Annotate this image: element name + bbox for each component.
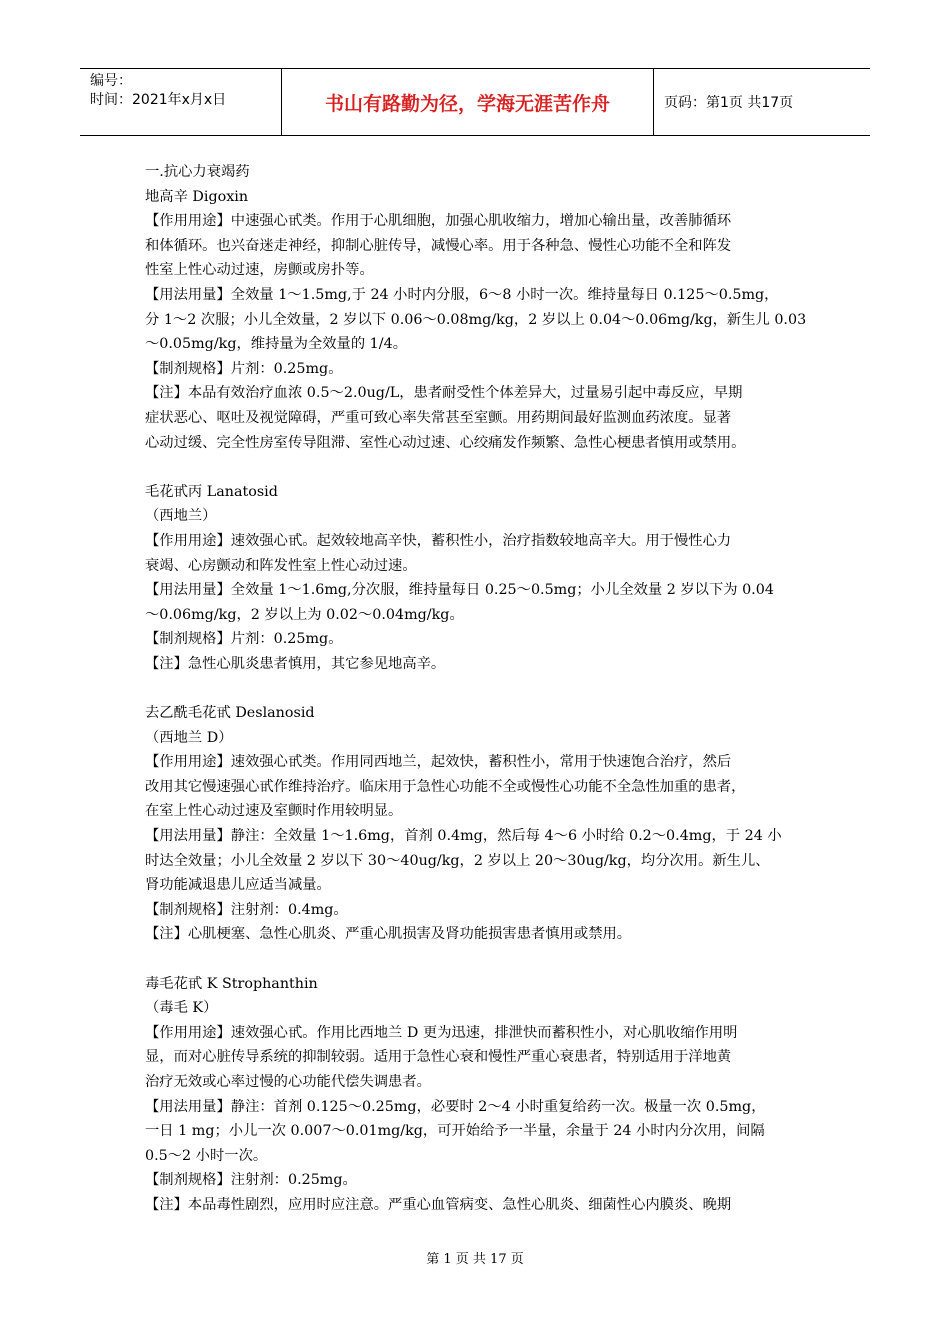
text-line: 【用法用量】静注：全效量 1～1.6mg，首剂 0.4mg，然后每 4～6 小时给 0.2～0.4mg，于 24 小 bbox=[145, 828, 782, 845]
text-line: 【用法用量】静注：首剂 0.125～0.25mg，必要时 2～4 小时重复给药一次。极量一次 0.5mg， bbox=[145, 1098, 766, 1115]
text-line: 【注】本品毒性剧烈，应用时应注意。严重心血管病变、急性心肌炎、细菌性心内膜炎、晚期 bbox=[145, 1196, 732, 1213]
text-line: 改用其它慢速强心甙作维持治疗。临床用于急性心功能不全或慢性心功能不全急性加重的患者， bbox=[145, 778, 746, 795]
text-line: （西地兰 D） bbox=[145, 729, 233, 746]
drug-section bbox=[145, 480, 813, 677]
text-line: 毛花甙丙 Lanatosid bbox=[145, 483, 278, 500]
text-line: 肾功能减退患儿应适当减量。 bbox=[145, 877, 331, 894]
text-line: 一日 1 mg；小儿一次 0.007～0.01mg/kg，可开始给予一半量，余量于 24 小时内分次用，间隔 bbox=[145, 1123, 765, 1140]
text-line: 地高辛 Digoxin bbox=[145, 188, 249, 205]
page-header bbox=[80, 68, 870, 136]
text-line: 治疗无效或心率过慢的心功能代偿失调患者。 bbox=[145, 1073, 431, 1090]
text-line: ～0.05mg/kg，维持量为全效量的 1/4。 bbox=[145, 336, 407, 353]
page-footer: 第 1 页 共 17 页 bbox=[426, 1252, 524, 1267]
header-motto: 书山有路勤为径，学海无涯苦作舟 bbox=[282, 69, 654, 135]
header-page-info: 页码：第1页 共17页 bbox=[664, 95, 794, 111]
text-line: 【制剂规格】注射剂：0.25mg。 bbox=[145, 1172, 357, 1189]
text-line: 衰竭、心房颤动和阵发性室上性心动过速。 bbox=[145, 557, 417, 574]
text-line: 【制剂规格】注射剂：0.4mg。 bbox=[145, 901, 348, 918]
text-line: 分 1～2 次服；小儿全效量，2 岁以下 0.06～0.08mg/kg，2 岁以上 0.04～0.06mg/kg，新生儿 0.03 bbox=[145, 311, 807, 328]
section-gap bbox=[145, 676, 813, 701]
drug-section bbox=[145, 701, 813, 947]
document-date-label: 时间：2021年x月x日 bbox=[90, 92, 227, 108]
text-line: 【作用用途】速效强心甙。作用比西地兰 D 更为迅速，排泄快而蓄积性小，对心肌收缩作用明 bbox=[145, 1024, 738, 1041]
header-meta bbox=[80, 69, 282, 135]
text-line: 在室上性心动过速及室颤时作用较明显。 bbox=[145, 803, 403, 820]
text-line: 症状恶心、呕吐及视觉障碍，严重可致心率失常甚至室颤。用药期间最好监测血药浓度。显著 bbox=[145, 409, 732, 426]
text-line: 性室上性心动过速，房颤或房扑等。 bbox=[145, 262, 374, 279]
text-line: 【用法用量】全效量 1～1.6mg,分次服，维持量每日 0.25～0.5mg；小儿全效量 2 岁以下为 0.04 bbox=[145, 582, 774, 599]
drug-section bbox=[145, 972, 813, 1218]
document-number-label: 编号： bbox=[90, 73, 132, 89]
text-line: 【注】心肌梗塞、急性心肌炎、严重心肌损害及肾功能损害患者慎用或禁用。 bbox=[145, 926, 632, 943]
document-body bbox=[145, 160, 813, 1218]
text-line: 和体循环。也兴奋迷走神经，抑制心脏传导，减慢心率。用于各种急、慢性心功能不全和阵发 bbox=[145, 237, 732, 254]
text-line: ～0.06mg/kg，2 岁以上为 0.02～0.04mg/kg。 bbox=[145, 606, 464, 623]
text-line: 【作用用途】中速强心甙类。作用于心肌细胞，加强心肌收缩力，增加心输出量，改善肺循环 bbox=[145, 213, 732, 230]
section-gap bbox=[145, 947, 813, 972]
text-line: 【制剂规格】片剂：0.25mg。 bbox=[145, 631, 343, 648]
text-line: 时达全效量；小儿全效量 2 岁以下 30～40ug/kg，2 岁以上 20～30ug/kg，均分次用。新生儿、 bbox=[145, 852, 770, 869]
drug-section bbox=[145, 160, 813, 455]
text-line: （西地兰） bbox=[145, 508, 217, 525]
text-line: 0.5～2 小时一次。 bbox=[145, 1147, 268, 1164]
text-line: 【作用用途】速效强心甙类。作用同西地兰，起效快，蓄积性小，常用于快速饱合治疗，然后 bbox=[145, 754, 732, 771]
section-gap bbox=[145, 455, 813, 480]
text-line: 去乙酰毛花甙 Deslanosid bbox=[145, 705, 315, 722]
text-line: 【用法用量】全效量 1～1.5mg,于 24 小时内分服，6～8 小时一次。维持量每日 0.125～0.5mg， bbox=[145, 286, 779, 303]
text-line: 【作用用途】速效强心甙。起效较地高辛快，蓄积性小，治疗指数较地高辛大。用于慢性心力 bbox=[145, 532, 732, 549]
text-line: 心动过缓、完全性房室传导阻滞、室性心动过速、心绞痛发作频繁、急性心梗患者慎用或禁用。 bbox=[145, 434, 746, 451]
text-line: 【注】本品有效治疗血浓 0.5～2.0ug/L，患者耐受性个体差异大，过量易引起中毒反应，早期 bbox=[145, 385, 743, 402]
text-line: 【制剂规格】片剂：0.25mg。 bbox=[145, 360, 343, 377]
text-line: 显，而对心脏传导系统的抑制较弱。适用于急性心衰和慢性严重心衰患者，特别适用于洋地黄 bbox=[145, 1049, 732, 1066]
text-line: 【注】急性心肌炎患者慎用，其它参见地高辛。 bbox=[145, 655, 446, 672]
text-line: 毒毛花甙 K Strophanthin bbox=[145, 975, 318, 992]
text-line: （毒毛 K） bbox=[145, 1000, 218, 1017]
text-line: 一.抗心力衰竭药 bbox=[145, 164, 250, 180]
